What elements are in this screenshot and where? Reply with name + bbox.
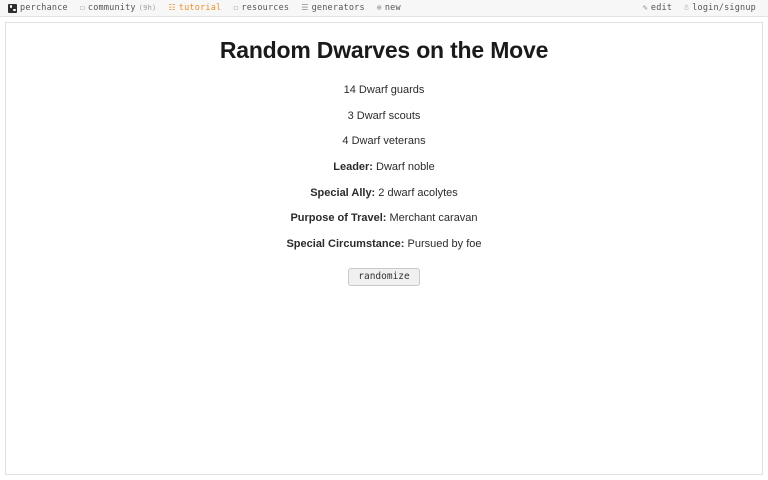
nav-community-count: (9h) [138,4,157,12]
nav-new-label: new [384,3,401,13]
nav-resources[interactable] [227,0,295,17]
output-label: Leader: [333,161,373,174]
nav-resources-label: resources [241,3,290,13]
output-label: Special Circumstance: [286,238,405,251]
nav-tutorial[interactable] [162,0,227,17]
nav-edit[interactable] [637,0,678,17]
nav-community[interactable] [74,0,163,17]
output-label: Special Ally: [310,186,376,199]
output-line-leader [6,161,762,174]
output-value: 3 Dwarf scouts [347,109,421,122]
nav-tutorial-label: tutorial [178,3,222,13]
perchance-logo-icon [8,4,17,13]
output-line-purpose-of-travel [6,212,762,225]
output-value: Pursued by foe [407,238,482,251]
top-navigation-bar [0,0,768,17]
page-title: Random Dwarves on the Move [219,37,549,63]
output-line-veterans [6,135,762,148]
nav-generators-label: generators [311,3,365,13]
user-icon: ☃ [684,3,690,12]
output-value: Merchant caravan [389,212,478,225]
randomize-button[interactable]: randomize [348,268,419,287]
nav-login-signup[interactable] [678,0,762,17]
output-value: 4 Dwarf veterans [342,135,426,148]
nav-new[interactable] [371,0,407,17]
nav-login-signup-label: login/signup [692,3,756,13]
box-icon: ☐ [233,3,239,12]
book-icon: ☷ [168,3,176,12]
nav-community-label: community [87,3,136,13]
nav-brand-label: perchance [20,3,68,13]
output-line-scouts [6,110,762,123]
output-line-guards [6,84,762,97]
output-value: Dwarf noble [376,161,435,174]
generator-content [6,23,762,286]
output-value: 14 Dwarf guards [343,84,425,96]
nav-generators[interactable] [295,0,371,17]
output-value: 2 dwarf acolytes [378,186,458,199]
output-line-special-circumstance [6,238,762,251]
speech-bubble-icon: ☐ [79,3,85,12]
generator-output-frame [5,22,763,475]
output-line-special-ally [6,187,762,200]
top-nav-right-group [637,0,762,17]
pencil-icon: ✎ [642,3,648,12]
nav-edit-label: edit [650,3,673,13]
plus-circle-icon: ⊕ [376,3,382,12]
list-icon: ☰ [301,3,309,12]
output-label: Purpose of Travel: [290,212,387,225]
top-nav-left-group [6,0,637,17]
nav-brand[interactable] [6,0,74,17]
